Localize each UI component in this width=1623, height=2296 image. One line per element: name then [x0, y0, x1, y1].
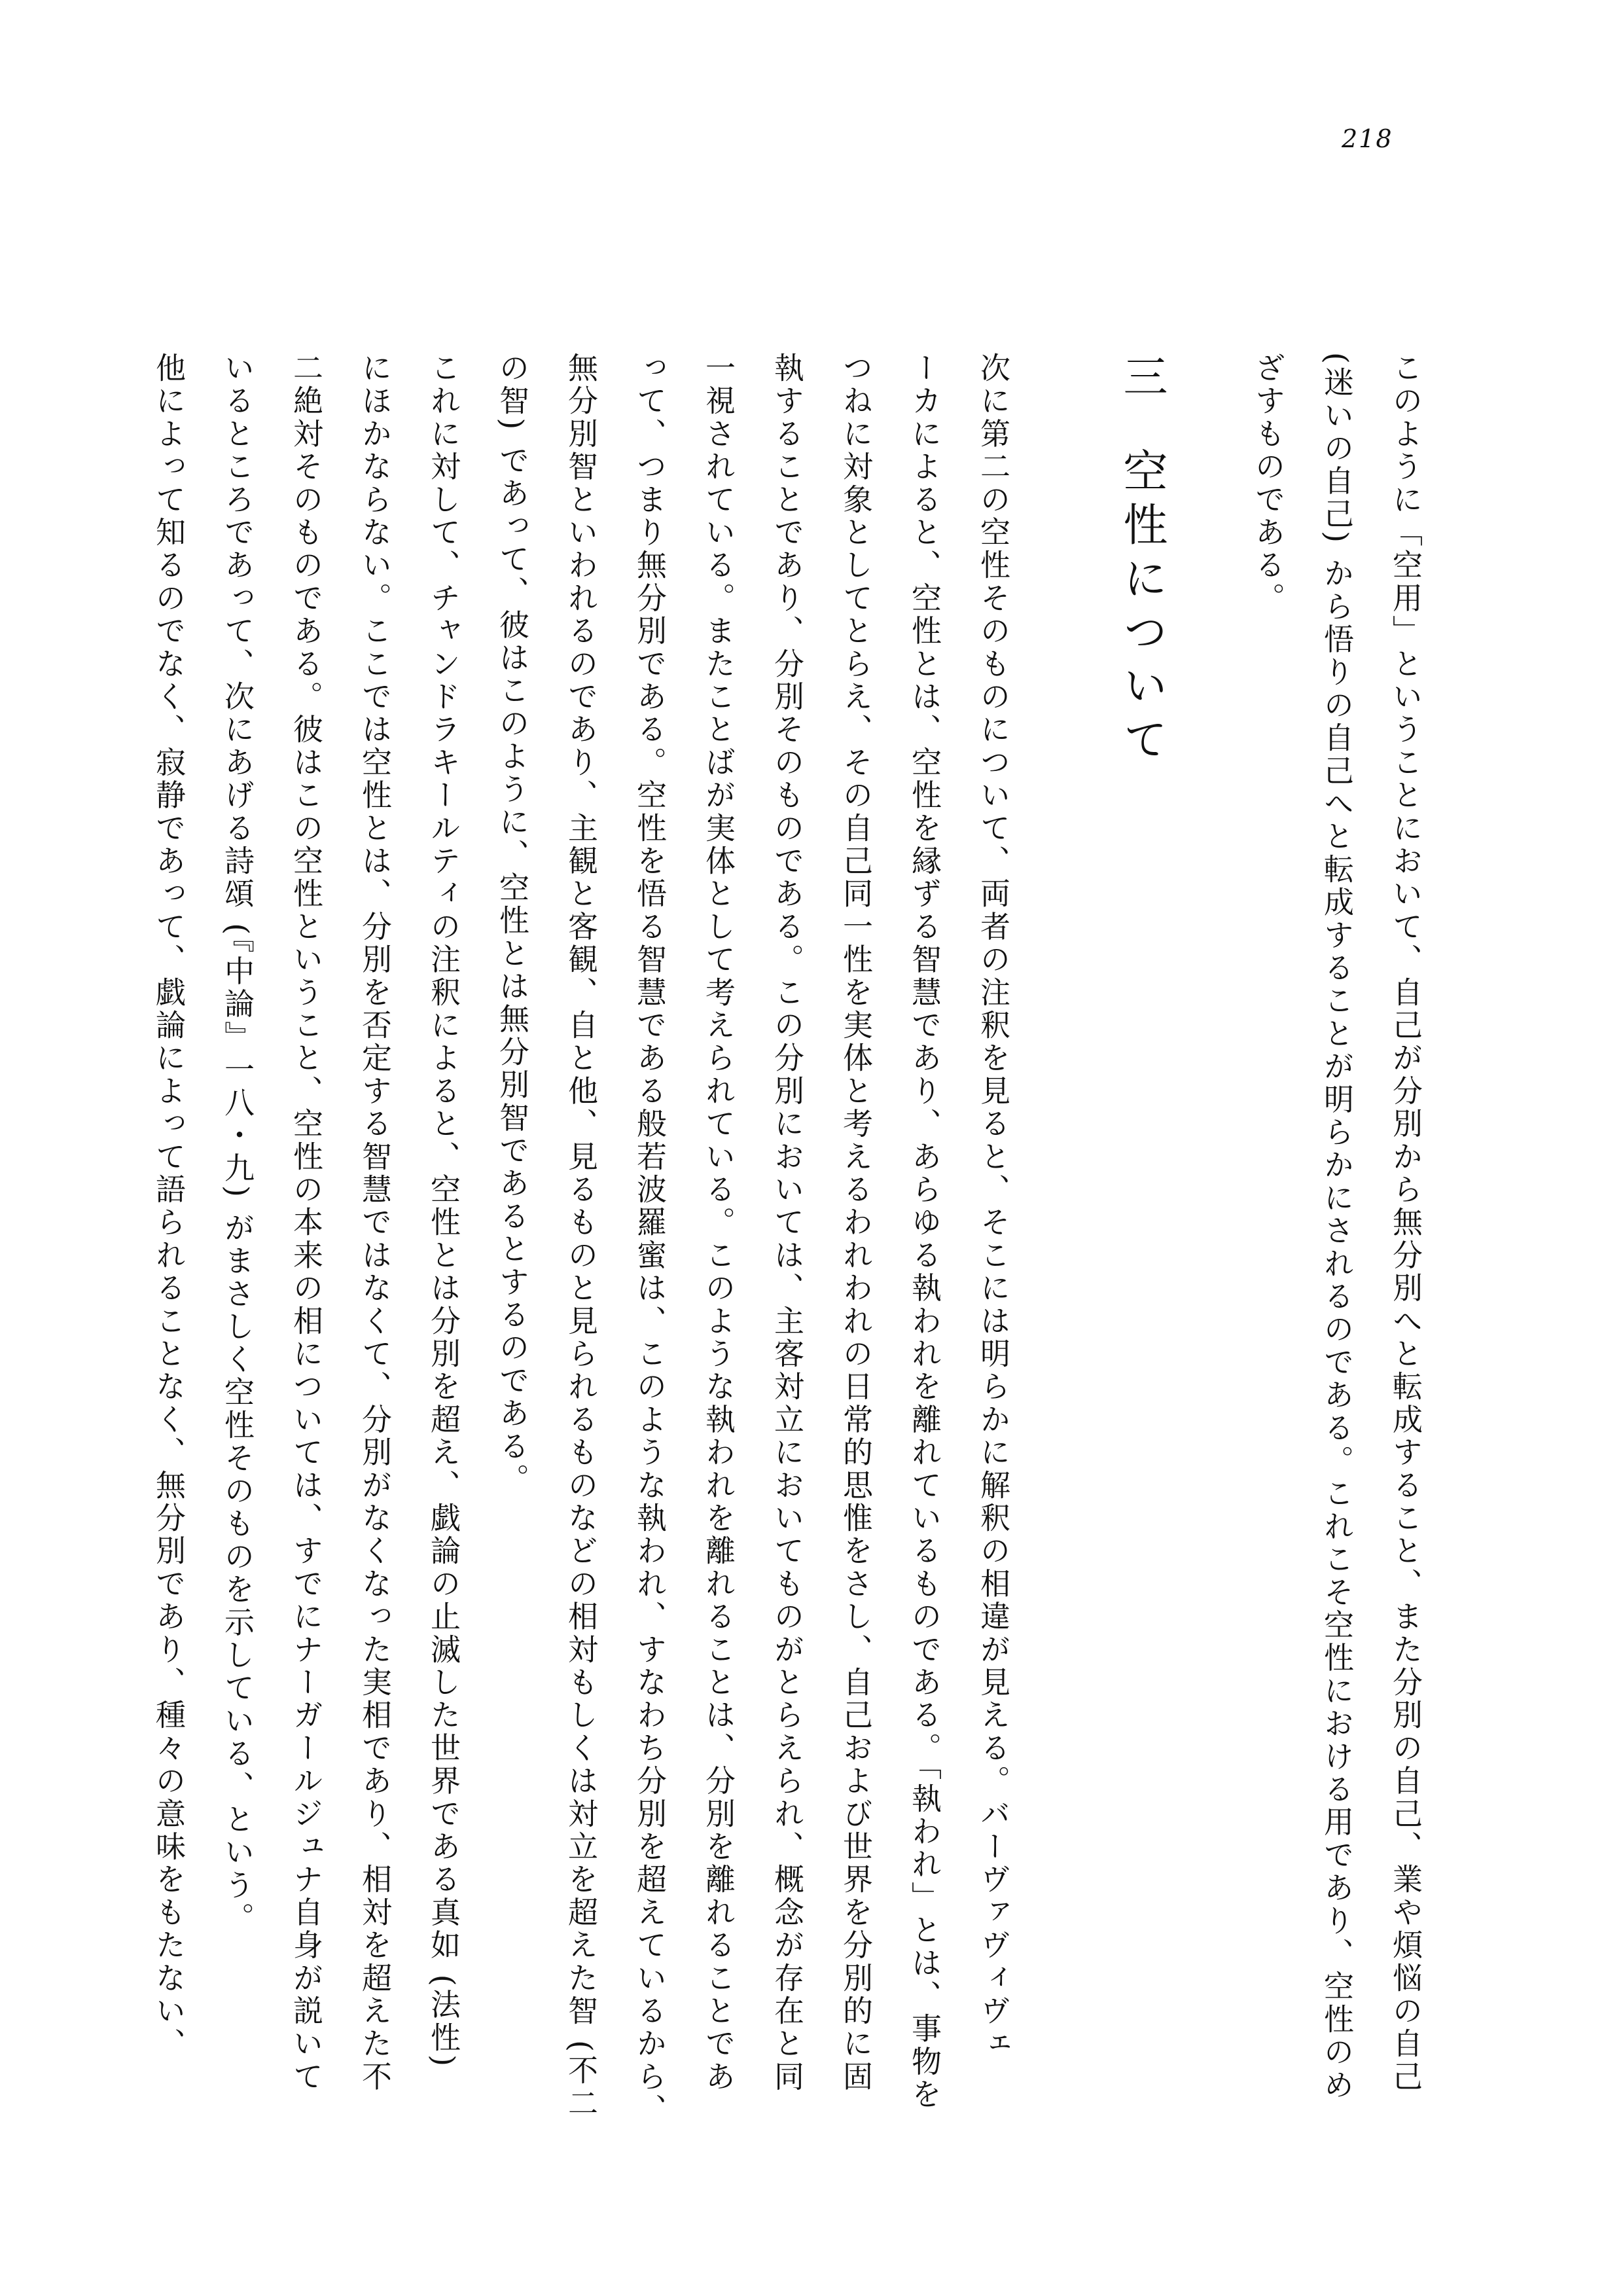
text-column: これに対して、チャンドラキールティの注釈によると、空性とは分別を超え、戯論の止滅した世界である真如 (法性) [426, 352, 461, 2070]
text-column: 次に第二の空性そのものについて、両者の注釈を見ると、そこには明らかに解釈の相違が見える。バーヴァヴィヴェ [976, 352, 1011, 2061]
text-column: 執することであり、分別そのものである。この分別においては、主客対立においてものがとらえられ、概念が存在と同 [770, 352, 805, 2094]
text-column: このように「空用」ということにおいて、自己が分別から無分別へと転成すること、また分別の自己、業や煩悩の自己 [1388, 352, 1423, 2094]
text-column: ーカによると、空性とは、空性を縁ずる智慧であり、あらゆる執われを離れているものである。「執われ」とは、事物を [907, 352, 942, 2111]
text-column: にほかならない。ここでは空性とは、分別を否定する智慧ではなくて、分別がなくなった実相であり、相対を超えた不 [357, 352, 393, 2094]
text-column: つねに対象としてとらえ、その自己同一性を実体と考えるわれわれの日常的思惟をさし、自己および世界を分別的に固 [838, 352, 874, 2094]
text-column: ざすものである。 [1251, 352, 1286, 615]
text-column: 二絶対そのものである。彼はこの空性ということ、空性の本来の相については、すでにナーガールジュナ自身が説いて [289, 352, 324, 2094]
text-column: いるところであって、次にあげる詩頌 (『中論』一八・九) がまさしく空性そのものを示している、という。 [220, 352, 255, 1935]
text-column: 他によって知るのでなく、寂静であって、戯論によって語られることなく、無分別であり、種々の意味をもたない、 [151, 352, 187, 2061]
text-column: って、つまり無分別である。空性を悟る智慧である般若波羅蜜は、このような執われ、すなわち分別を超えているから、 [632, 352, 668, 2126]
text-column: の智) であって、彼はこのように、空性とは無分別智であるとするのである。 [495, 352, 530, 1496]
text-column: (迷いの自己) から悟りの自己へと転成することが明らかにされるのである。これこそ空性における用であり、空性のめ [1319, 352, 1355, 2102]
section-heading [1116, 353, 1168, 770]
section-number: 三 [1116, 353, 1168, 407]
text-column: 一視されている。またことばが実体として考えられている。このような執われを離れることは、分別を離れることであ [701, 352, 736, 2094]
section-title: 空性について [1116, 448, 1168, 770]
page-number: 218 [1342, 124, 1393, 153]
text-column: 無分別智といわれるのであり、主観と客観、自と他、見るものと見られるものなどの相対もしくは対立を超えた智 (不二 [563, 352, 599, 2121]
